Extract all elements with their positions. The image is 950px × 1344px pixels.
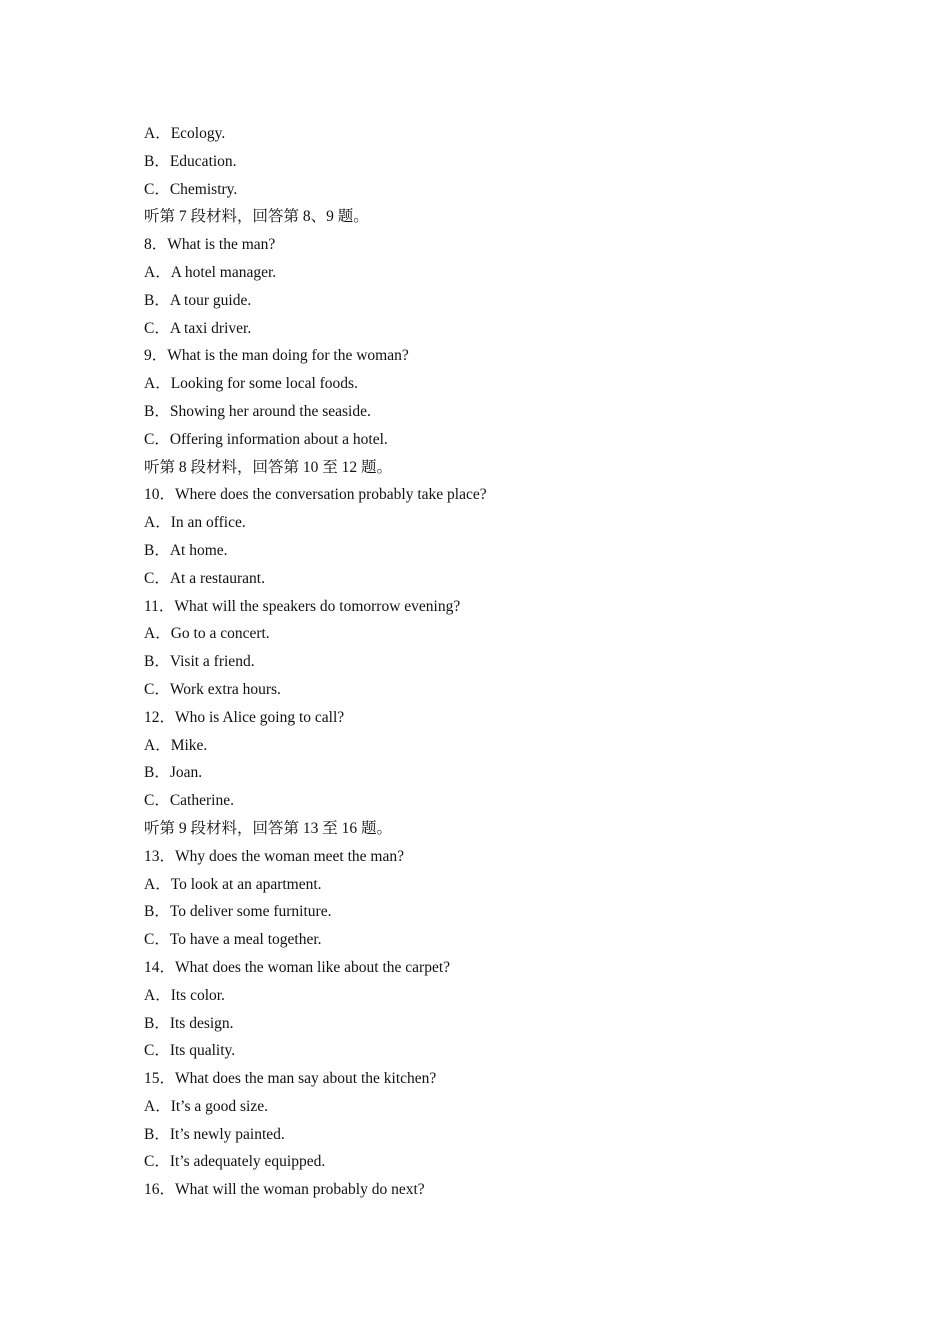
option-c: C．To have a meal together.: [144, 931, 322, 949]
section-instruction: 听第 8 段材料，回答第 10 至 12 题。: [144, 458, 393, 476]
option-b: B．Visit a friend.: [144, 653, 255, 671]
question-16: 16．What will the woman probably do next?: [144, 1181, 425, 1199]
section-instruction: 听第 7 段材料，回答第 8、9 题。: [144, 208, 369, 226]
question-10: 10．Where does the conversation probably take place?: [144, 486, 487, 504]
question-15: 15．What does the man say about the kitchen?: [144, 1070, 437, 1088]
option-a: A．Mike.: [144, 736, 208, 754]
question-12: 12．Who is Alice going to call?: [144, 708, 345, 726]
option-b: B．To deliver some furniture.: [144, 903, 332, 921]
option-a: A．Its color.: [144, 986, 225, 1004]
option-a: A．It’s a good size.: [144, 1097, 268, 1115]
option-a: A．To look at an apartment.: [144, 875, 322, 893]
option-b: B．Joan.: [144, 764, 203, 782]
option-c: C．Work extra hours.: [144, 680, 281, 698]
option-c: C．It’s adequately equipped.: [144, 1153, 326, 1171]
option-a: A．Ecology.: [144, 125, 226, 142]
option-b: B．It’s newly painted.: [144, 1125, 285, 1143]
option-a: A．Go to a concert.: [144, 625, 270, 643]
option-b: B．A tour guide.: [144, 291, 252, 309]
question-8: 8．What is the man?: [144, 236, 276, 254]
option-c: C．At a restaurant.: [144, 569, 265, 587]
section-instruction: 听第 9 段材料，回答第 13 至 16 题。: [144, 819, 393, 837]
option-b: B．Education.: [144, 152, 237, 170]
question-13: 13．Why does the woman meet the man?: [144, 847, 404, 865]
option-c: C．Chemistry.: [144, 180, 238, 198]
option-b: B．At home.: [144, 541, 228, 559]
option-b: B．Showing her around the seaside.: [144, 402, 371, 420]
option-a: A．Looking for some local foods.: [144, 375, 358, 393]
option-a: A．In an office.: [144, 514, 246, 532]
question-14: 14．What does the woman like about the carpet?: [144, 958, 451, 976]
document-body: [144, 120, 844, 1204]
question-11: 11．What will the speakers do tomorrow evening?: [144, 597, 461, 615]
option-b: B．Its design.: [144, 1014, 234, 1032]
option-c: C．A taxi driver.: [144, 319, 252, 337]
question-9: 9．What is the man doing for the woman?: [144, 347, 409, 365]
option-a: A．A hotel manager.: [144, 263, 277, 281]
option-c: C．Offering information about a hotel.: [144, 430, 388, 448]
option-c: C．Catherine.: [144, 792, 234, 810]
option-c: C．Its quality.: [144, 1042, 236, 1060]
